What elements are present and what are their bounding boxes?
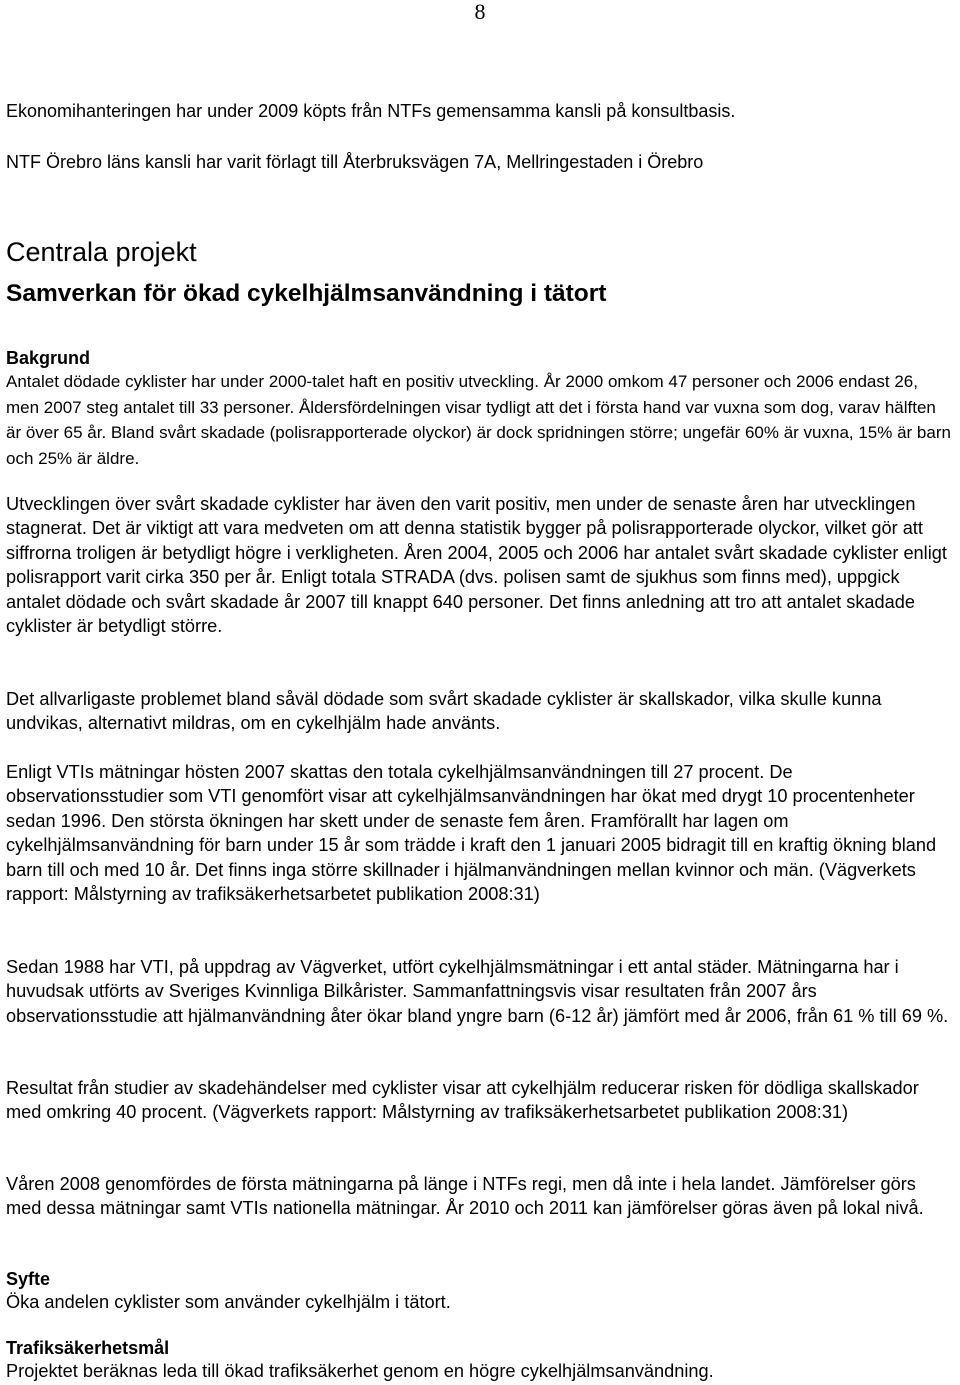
- goal-heading: Trafiksäkerhetsmål: [6, 1338, 170, 1358]
- body-paragraph: Det allvarligaste problemet bland såväl dödade som svårt skadade cyklister är skallskador, vilka skulle kunna undvikas, alternativt mildras, om en cykelhjälm hade använts.: [6, 689, 882, 734]
- intro-section-2: [6, 150, 952, 174]
- section-title: Centrala projekt: [6, 237, 197, 267]
- paragraph-block-2: [6, 687, 952, 736]
- paragraph-block-3: [6, 760, 952, 906]
- body-paragraph: Resultat från studier av skadehändelser med cyklister visar att cykelhjälm reducerar risken för dödliga skallskador med omkring 40 procent. (Vägverkets rapport: Målstyrning av trafiksäkerhetsarbetet publikation 2008:31): [6, 1078, 919, 1123]
- project-header: [6, 280, 952, 308]
- goal-text: Projektet beräknas leda till ökad trafiksäkerhet genom en högre cykelhjälmsanvändning.: [6, 1361, 714, 1381]
- body-paragraph: Enligt VTIs mätningar hösten 2007 skattas den totala cykelhjälmsanvändningen till 27 procent. De observationsstudier som VTI genomfört visar att cykelhjälmsanvändningen har ökat med drygt 10 procentenheter sedan 1996. Den största ökningen har skett under de senaste fem åren. Framförallt har lagen om cykelhjälmsanvändning för barn under 15 år som trädde i kraft den 1 januari 2005 bidragit till en kraftig ökning bland barn till och med 10 år. Det finns inga större skillnader i hjälmanvändningen mellan kvinnor och män. (Vägverkets rapport: Målstyrning av trafiksäkerhetsarbetet publikation 2008:31): [6, 762, 937, 905]
- purpose-heading: Syfte: [6, 1269, 51, 1289]
- section-header: [6, 237, 952, 267]
- purpose-section: [6, 1268, 952, 1314]
- project-title: Samverkan för ökad cykelhjälmsanvändning i tätort: [6, 280, 607, 307]
- goal-section: [6, 1337, 952, 1383]
- paragraph-block-4: [6, 955, 952, 1028]
- body-paragraph: Sedan 1988 har VTI, på uppdrag av Vägverket, utfört cykelhjälmsmätningar i ett antal städer. Mätningarna har i huvudsak utförts av Sveriges Kvinnliga Bilkårister. Sammanfattningsvis visar resultaten från 2007 års observationsstudie att hjälmanvändning åter ökar bland yngre barn (6-12 år) jämfört med år 2006, från 61 % till 69 %.: [6, 957, 949, 1026]
- purpose-text: Öka andelen cyklister som använder cykelhjälm i tätort.: [6, 1292, 451, 1312]
- paragraph-block-5: [6, 1076, 952, 1125]
- paragraph-block-1: [6, 492, 952, 638]
- paragraph-block-6: [6, 1172, 952, 1221]
- page-number: 8: [474, 0, 486, 24]
- background-section: [6, 347, 952, 471]
- body-paragraph: Utvecklingen över svårt skadade cyklister har även den varit positiv, men under de senaste åren har utvecklingen stagnerat. Det är viktigt att vara medveten om att denna statistik bygger på polisrapporterade olyckor, vilket gör att siffrorna troligen är betydligt högre i verkligheten. Åren 2004, 2005 och 2006 har antalet svårt skadade cyklister enligt polisrapport varit cirka 350 per år. Enligt totala STRADA (dvs. polisen samt de sjukhus som finns med), uppgick antalet dödade och svårt skadade år 2007 till knappt 640 personer. Det finns anledning att tro att antalet skadade cyklister är betydligt större.: [6, 494, 947, 637]
- intro-paragraph-1: Ekonomihanteringen har under 2009 köpts från NTFs gemensamma kansli på konsultbasis.: [6, 101, 736, 121]
- background-heading: Bakgrund: [6, 348, 91, 368]
- intro-section: [6, 99, 952, 123]
- background-text: Antalet dödade cyklister har under 2000-talet haft en positiv utveckling. År 2000 omkom 47 personer och 2006 endast 26, men 2007 steg antalet till 33 personer. Åldersfördelningen visar tydligt att det i första hand var vuxna som dog, varav hälften är över 65 år. Bland svårt skadade (polisrapporterade olyckor) är dock spridningen större; ungefär 60% är vuxna, 15% är barn och 25% är äldre.: [6, 372, 951, 468]
- body-paragraph: Våren 2008 genomfördes de första mätningarna på länge i NTFs regi, men då inte i hela landet. Jämförelser görs med dessa mätningar samt VTIs nationella mätningar. År 2010 och 2011 kan jämförelser göras även på lokal nivå.: [6, 1174, 924, 1219]
- intro-paragraph-2: NTF Örebro läns kansli har varit förlagt till Återbruksvägen 7A, Mellringestaden i Örebro: [6, 152, 704, 172]
